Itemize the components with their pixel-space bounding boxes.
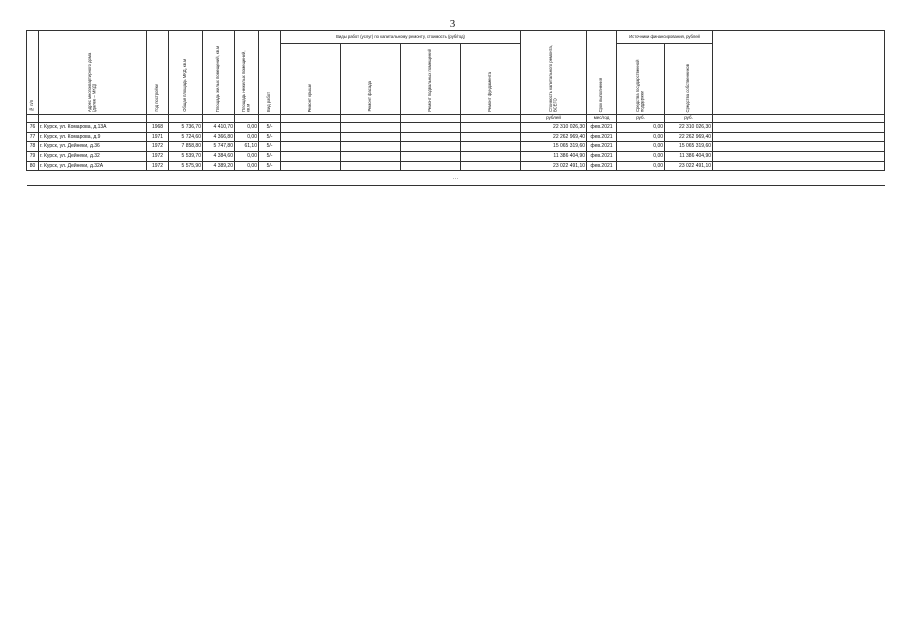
unit-period: мес/год [587,115,617,123]
cell-owners: 15 065 319,60 [665,142,713,152]
cell-area-total: 5 724,60 [169,132,203,142]
col-owners-funds: Средства собственников [665,44,713,115]
col-row-no: № п/п [27,31,39,115]
omitted-rows-marker [27,171,885,186]
cell-period: фев.2021 [587,123,617,133]
cell-year: 1971 [147,132,169,142]
cell-empty [341,132,401,142]
cell-total: 23 022 491,10 [521,161,587,171]
col-roof: Ремонт крыши [281,44,341,115]
omission-note: … [27,171,885,186]
unit-cost: рублей [521,115,587,123]
cell-area-public: 61,10 [235,142,259,152]
cell-empty [461,161,521,171]
cell-state: 0,00 [617,161,665,171]
cell-address: г. Курск, ул. Дейнеки, д.32А [39,161,147,171]
table-row [27,132,885,142]
cell-type: 5/- [259,152,281,162]
cell-address: г. Курск, ул. Дейнеки, д.36 [39,142,147,152]
col-work-type: Вид работ [259,31,281,115]
col-area-public: Площадь нежилых помещений, кв.м [235,31,259,115]
col-state-support: Средства государственной поддержки [617,44,665,115]
cell-total: 22 310 026,30 [521,123,587,133]
table-row [27,123,885,133]
cell-empty [713,123,885,133]
cell-empty [461,132,521,142]
cell-area-public: 0,00 [235,123,259,133]
cell-empty [713,152,885,162]
cell-empty [341,123,401,133]
cell-empty [281,152,341,162]
cell-type: 5/- [259,132,281,142]
cell-owners: 22 310 026,30 [665,123,713,133]
cell-state: 0,00 [617,132,665,142]
cell-no: 76 [27,123,39,133]
cell-year: 1968 [147,123,169,133]
col-facade: Ремонт фасада [341,44,401,115]
col-area-flats: Площадь жилых помещений, кв.м [203,31,235,115]
cell-area-flats: 4 410,70 [203,123,235,133]
cell-area-flats: 4 366,80 [203,132,235,142]
cell-area-total: 7 858,80 [169,142,203,152]
col-foundation: Ремонт фундамента [461,44,521,115]
cell-type: 5/- [259,123,281,133]
cell-area-public: 0,00 [235,132,259,142]
cell-type: 5/- [259,161,281,171]
cell-type: 5/- [259,142,281,152]
cell-empty [281,142,341,152]
cell-address: г. Курск, ул. Дейнеки, д.32 [39,152,147,162]
units-row [27,115,885,123]
col-total-cost: Стоимость капитального ремонта, ВСЕГО [521,31,587,115]
data-table [26,30,885,186]
table-row [27,161,885,171]
work-group-label: Виды работ (услуг) по капитальному ремонту, стоимость (руб/год) [281,31,521,44]
cell-period: фев.2021 [587,142,617,152]
funding-label: Источники финансирования, рублей [617,31,713,44]
cell-no: 78 [27,142,39,152]
cell-empty [401,123,461,133]
cell-empty [401,132,461,142]
cell-empty [281,161,341,171]
capital-repair-table [26,30,884,625]
cell-empty [401,152,461,162]
cell-no: 77 [27,132,39,142]
cell-year: 1972 [147,161,169,171]
cell-area-flats: 4 389,20 [203,161,235,171]
cell-no: 79 [27,152,39,162]
cell-area-public: 0,00 [235,152,259,162]
page-number: 3 [449,18,456,30]
cell-empty [461,123,521,133]
cell-state: 0,00 [617,142,665,152]
unit-state: руб. [617,115,665,123]
cell-period: фев.2021 [587,132,617,142]
col-period: Срок выполнения [587,31,617,115]
col-spacer [713,31,885,115]
cell-empty [713,132,885,142]
cell-empty [713,161,885,171]
cell-area-public: 0,00 [235,161,259,171]
cell-area-total: 5 575,90 [169,161,203,171]
cell-state: 0,00 [617,123,665,133]
cell-period: фев.2021 [587,161,617,171]
cell-no: 80 [27,161,39,171]
cell-empty [341,161,401,171]
cell-empty [281,132,341,142]
cell-owners: 23 022 491,10 [665,161,713,171]
cell-empty [461,142,521,152]
cell-year: 1972 [147,152,169,162]
cell-area-flats: 5 747,80 [203,142,235,152]
cell-address: г. Курск, ул. Комарова, д.13А [39,123,147,133]
cell-empty [713,142,885,152]
cell-owners: 22 262 969,40 [665,132,713,142]
unit-owners: руб. [665,115,713,123]
table-row [27,152,885,162]
cell-year: 1972 [147,142,169,152]
cell-area-flats: 4 384,60 [203,152,235,162]
cell-empty [341,142,401,152]
cell-empty [341,152,401,162]
cell-total: 11 386 404,90 [521,152,587,162]
cell-area-total: 5 736,70 [169,123,203,133]
col-year: Год постройки [147,31,169,115]
cell-owners: 11 386 404,90 [665,152,713,162]
cell-address: г. Курск, ул. Комарова, д.9 [39,132,147,142]
cell-total: 15 065 319,60 [521,142,587,152]
cell-state: 0,00 [617,152,665,162]
col-address: Адрес многоквартирного дома (далее – МКД) [39,31,147,115]
table-body [27,123,885,186]
cell-total: 22 262 969,40 [521,132,587,142]
cell-empty [401,161,461,171]
cell-empty [281,123,341,133]
table-row [27,142,885,152]
cell-period: фев.2021 [587,152,617,162]
cell-area-total: 5 539,70 [169,152,203,162]
col-area-total: Общая площадь МКД, кв.м [169,31,203,115]
cell-empty [401,142,461,152]
col-basement: Ремонт подвальных помещений [401,44,461,115]
cell-empty [461,152,521,162]
